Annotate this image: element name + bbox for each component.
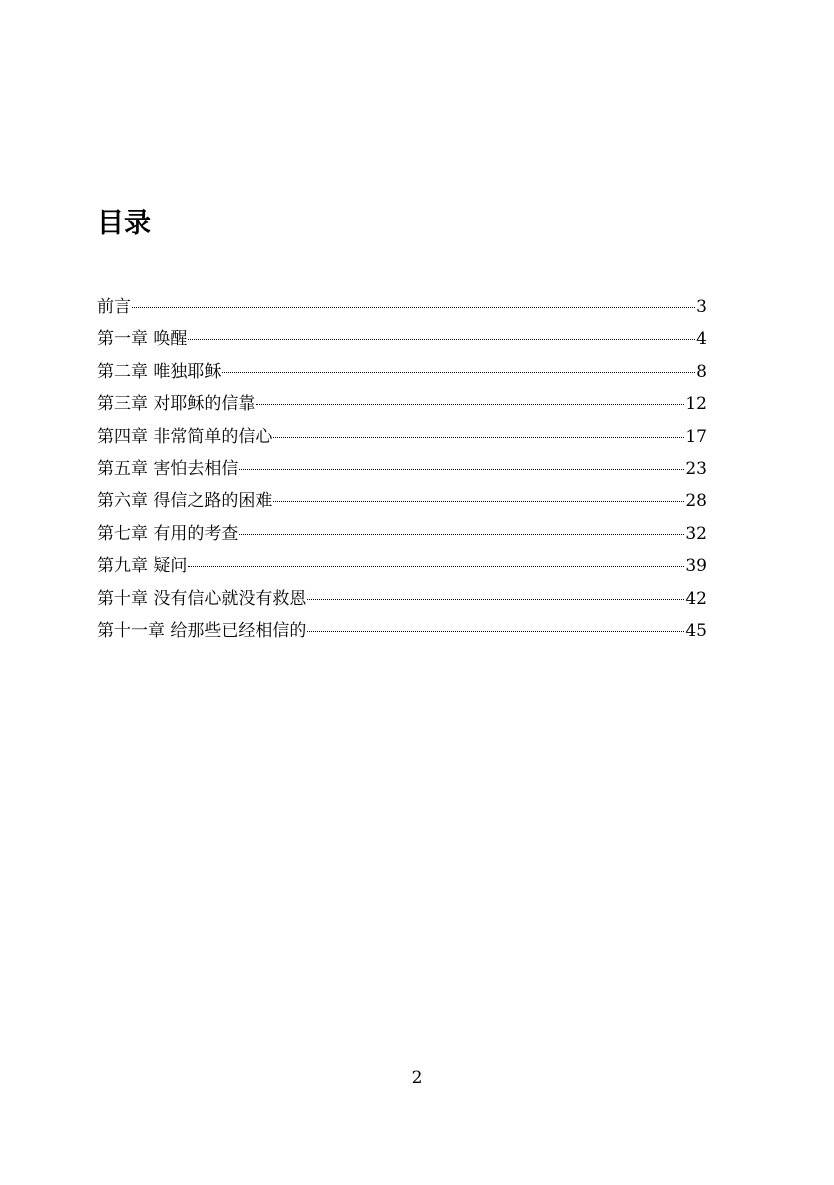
dot-leader xyxy=(132,306,695,308)
toc-entry-chapter-10[interactable] xyxy=(97,583,707,615)
toc-list xyxy=(97,291,707,647)
toc-entry-chapter-5[interactable] xyxy=(97,453,707,485)
toc-entry-preface[interactable] xyxy=(97,291,707,323)
toc-entry-page: 32 xyxy=(685,523,707,544)
toc-entry-chapter-6[interactable] xyxy=(97,485,707,517)
dot-leader xyxy=(307,630,684,632)
toc-entry-title: 第二章 唯独耶稣 xyxy=(97,361,222,382)
dot-leader xyxy=(188,565,684,567)
toc-entry-page: 23 xyxy=(685,458,707,479)
toc-entry-title: 第一章 唤醒 xyxy=(97,329,188,350)
toc-entry-title: 第十一章 给那些已经相信的 xyxy=(97,620,307,641)
toc-entry-chapter-7[interactable] xyxy=(97,518,707,550)
page-number: 2 xyxy=(411,1068,423,1088)
toc-entry-page: 3 xyxy=(696,297,707,317)
toc-entry-chapter-3[interactable] xyxy=(97,388,707,420)
toc-entry-chapter-2[interactable] xyxy=(97,356,707,388)
toc-entry-page: 17 xyxy=(685,426,707,447)
dot-leader xyxy=(188,338,695,340)
toc-entry-page: 45 xyxy=(685,620,707,641)
toc-entry-chapter-11[interactable] xyxy=(97,615,707,647)
toc-entry-page: 42 xyxy=(685,588,707,609)
dot-leader xyxy=(273,436,684,438)
toc-entry-page: 12 xyxy=(685,394,707,415)
toc-entry-chapter-9[interactable] xyxy=(97,550,707,582)
toc-entry-page: 39 xyxy=(685,556,707,577)
toc-entry-page: 8 xyxy=(696,361,707,382)
dot-leader xyxy=(239,468,684,470)
toc-heading: 目录 xyxy=(97,208,151,239)
toc-entry-title: 第三章 对耶稣的信靠 xyxy=(97,394,256,415)
toc-entry-title: 第七章 有用的考查 xyxy=(97,523,239,544)
dot-leader xyxy=(256,403,684,405)
toc-entry-title: 第十章 没有信心就没有救恩 xyxy=(97,588,307,609)
toc-entry-title: 第九章 疑问 xyxy=(97,556,188,577)
toc-entry-page: 4 xyxy=(696,329,707,350)
toc-entry-title: 第六章 得信之路的困难 xyxy=(97,491,273,512)
toc-entry-page: 28 xyxy=(685,491,707,512)
toc-entry-title: 前言 xyxy=(97,297,131,317)
dot-leader xyxy=(273,500,684,502)
toc-entry-chapter-1[interactable] xyxy=(97,323,707,355)
dot-leader xyxy=(239,533,684,535)
toc-entry-chapter-4[interactable] xyxy=(97,421,707,453)
toc-entry-title: 第五章 害怕去相信 xyxy=(97,458,239,479)
dot-leader xyxy=(307,598,684,600)
dot-leader xyxy=(222,371,695,373)
toc-entry-title: 第四章 非常简单的信心 xyxy=(97,426,273,447)
